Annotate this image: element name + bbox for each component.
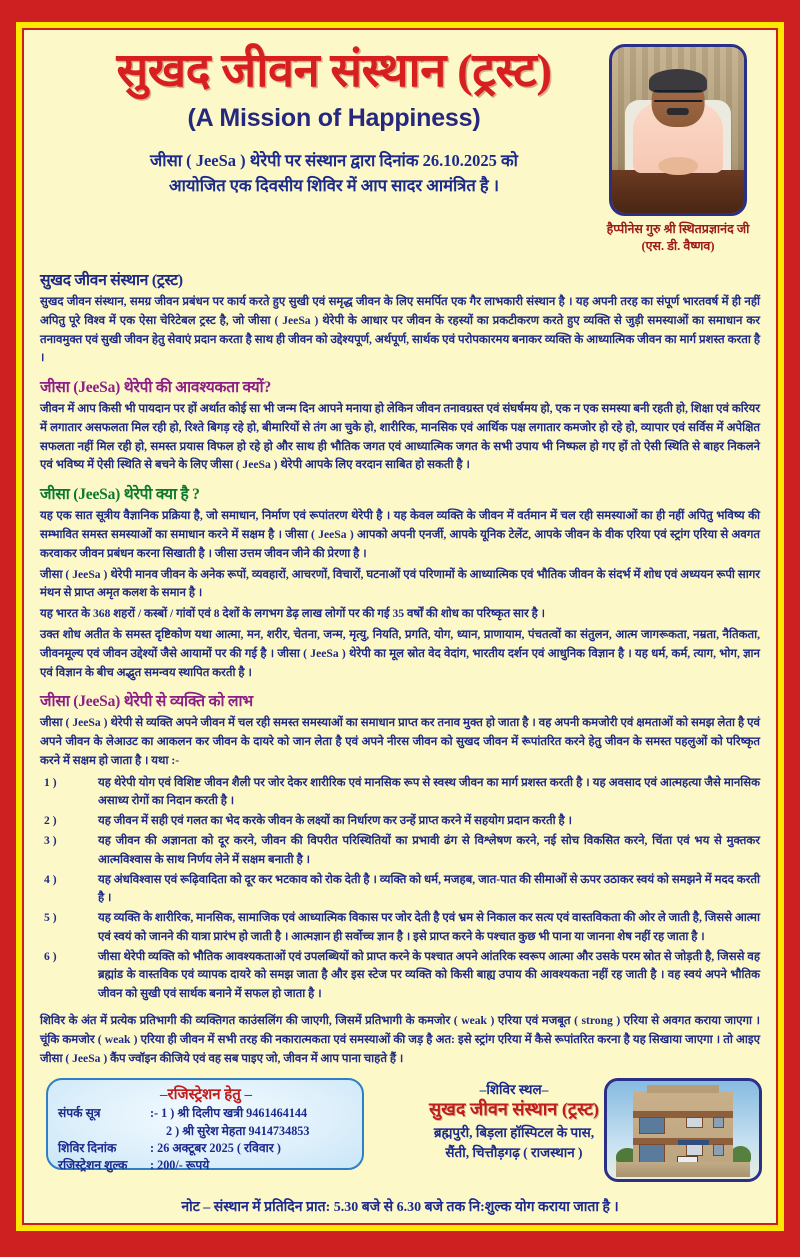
section-body-what-3: यह भारत के 368 शहरों / कस्बों / गांवों एवं 8 देशों के लगभग डेढ़ लाख लोगों पर की गई 35 वर्षों की शोध का परिष्कृत सार है । bbox=[40, 607, 546, 621]
list-item-text: यह व्यक्ति के शारीरिक, मानसिक, सामाजिक एवं आध्यात्मिक विकास पर जोर देती है एवं भ्रम से निकाल कर सत्य एवं वास्तविकता की ओर ले जाती है, जिससे आत्मा एवं स्वयं को जानने की यात्रा प्रारंभ हो जाती है । आत्मज्ञान ही सर्वोच्च ज्ञान है । इसे प्राप्त करने के पश्चात कुछ भी पाना या जानना शेष नहीं रह जाता है । bbox=[98, 911, 760, 943]
section-body-about: सुखद जीवन संस्थान, समग्र जीवन प्रबंधन पर कार्य करते हुए सुखी एवं समृद्ध जीवन के लिए समर्पित एक गैर लाभकारी संस्थान है । यह अपनी तरह का संपूर्ण भारतवर्ष में ही नहीं अपितु पूरे विश्व में एक ऐसा चेरिटेबल ट्रस्ट है, जो जीसा ( JeeSa ) थेरेपी के आधार पर जीवन के रहस्यों का प्रकटीकरण करते हुए व्यक्ति से जुड़ी समस्याओं का समाधान कर तनावमुक्त एवं सुखी जीवन हेतु सेवाएं प्रदान करता है साथ ही जीवन को उद्देश्यपूर्ण, अर्थपूर्ण, सार्थक एवं परोपकारमय बनाकर व्यक्ति के आध्यात्मिक जीवन का मार्ग प्रशस्त करता है । bbox=[40, 295, 760, 365]
header-text-block bbox=[34, 36, 634, 199]
invitation-line-1: जीसा ( JeeSa ) थेरेपी पर संस्थान द्वारा दिनांक 26.10.2025 को bbox=[150, 150, 518, 170]
list-item bbox=[40, 909, 760, 947]
contact-row-2 bbox=[58, 1123, 354, 1140]
section-body-what-2: जीसा ( JeeSa ) थेरेपी मानव जीवन के अनेक रूपों, व्यवहारों, आचरणों, विचारों, घटनाओं एवं परिणामों के आध्यात्मिक एवं भौतिक जीवन के संदर्भ में शोध एवं अध्ययन रूपी सागर मंथन से प्राप्त अमृत कलश के समान है । bbox=[40, 567, 760, 600]
section-heading-benefits: जीसा (JeeSa) थेरेपी से व्यक्ति को लाभ bbox=[40, 693, 253, 711]
venue-address-line-2: सैंती, चित्तौड़गढ़ ( राजस्थान ) bbox=[445, 1144, 583, 1160]
camp-date-row bbox=[58, 1140, 354, 1157]
venue-kicker: –शिविर स्थल– bbox=[479, 1082, 549, 1098]
fee-label: रजिस्ट्रेशन शुल्क bbox=[58, 1158, 128, 1173]
building-boundary-wall bbox=[616, 1162, 750, 1178]
contact-value-2: 2 ) श्री सुरेश मेहता 9414734853 bbox=[166, 1123, 310, 1138]
contact-label: संपर्क सूत्र bbox=[58, 1106, 101, 1121]
list-item-number: 6 ) bbox=[44, 949, 57, 963]
list-item-text: जीसा थेरेपी व्यक्ति को भौतिक आवश्यकताओं एवं उपलब्धियों को प्राप्त करने के पश्चात अपने आंतरिक स्वरूप आत्मा और उसके परम स्रोत से जोड़ती है, जिससे वह ब्रह्मांड के वास्तविक एवं व्यापक दायरे को समझ जाता है और इस स्टेज पर व्यक्ति को किसी बाह्य उपाय की आवश्यकता नहीं रह जाती है । वह स्वयं अपने भौतिक जीवन को सुखी एवं सार्थक बनाने में सफल हो जाता है । bbox=[98, 949, 760, 1001]
poster-body bbox=[34, 268, 766, 1068]
benefits-list bbox=[40, 774, 760, 1004]
poster-yellow-band bbox=[16, 22, 784, 1231]
org-tagline: (A Mission of Happiness) bbox=[187, 103, 481, 132]
list-item-number: 1 ) bbox=[44, 775, 57, 789]
list-item-text: यह जीवन की अज्ञानता को दूर करने, जीवन की विपरीत परिस्थितियों का प्रभावी ढंग से विश्लेषण करने, नई सोच विकसित करने, चिंता एवं भय से मुक्तकर आत्मविश्वास के साथ निर्णय लेने में सक्षम बनाती है । bbox=[98, 833, 760, 866]
section-body-benefits-intro: जीसा ( JeeSa ) थेरेपी से व्यक्ति अपने जीवन में चल रही समस्त समस्याओं का समाधान प्राप्त कर तनाव मुक्त हो जाता है । वह अपनी कमजोरी एवं क्षमताओं को समझ लेता है एवं अपने जीवन के लेआउट का आकलन कर जीवन के दायरे को जान लेता है एवं अपने नीरस जीवन को सुखद जीवन में रूपांतरित करने हेतु जीवन के समस्त पहलुओं को परिष्कृत करने में सक्षम हो जाता है । यथा :- bbox=[40, 716, 760, 767]
contact-row-1 bbox=[58, 1105, 354, 1122]
building-window bbox=[639, 1117, 665, 1135]
list-item bbox=[40, 832, 760, 870]
guru-portrait-photo bbox=[609, 44, 747, 216]
venue-name: सुखद जीवन संस्थान (ट्रस्ट) bbox=[428, 1099, 600, 1120]
registration-box bbox=[46, 1078, 364, 1173]
building-window bbox=[639, 1144, 665, 1164]
list-item bbox=[40, 871, 760, 909]
camp-date-label: शिविर दिनांक bbox=[58, 1141, 117, 1155]
list-item bbox=[40, 812, 760, 831]
list-item-text: यह थेरेपी योग एवं विशिष्ट जीवन शैली पर जोर देकर शारीरिक एवं मानसिक रूप से स्वस्थ जीवन का मार्ग प्रशस्त करती है । यह अवसाद एवं आत्महत्या जैसे मानसिक असाध्य रोगों का निदान करती है । bbox=[98, 775, 760, 808]
contact-label-spacer bbox=[58, 1123, 150, 1140]
list-item-number: 3 ) bbox=[44, 833, 57, 847]
portrait-desk bbox=[612, 170, 744, 213]
building-signboard bbox=[678, 1140, 708, 1145]
camp-date-value: : 26 अक्टूबर 2025 ( रविवार ) bbox=[150, 1141, 281, 1155]
list-item-text: यह अंधविश्वास एवं रूढ़िवादिता को दूर कर भटकाव को रोक देती है । व्यक्ति को धर्म, मजहब, जात-पात की सीमाओं से ऊपर उठाकर स्वयं को समझने में मदद करती है । bbox=[98, 872, 760, 905]
poster-header bbox=[34, 36, 766, 261]
portrait-hands bbox=[658, 157, 698, 175]
poster-content-area bbox=[24, 30, 776, 1223]
section-body-what-4: उक्त शोध अतीत के समस्त दृष्टिकोण यथा आत्मा, मन, शरीर, चेतना, जन्म, मृत्यु, नियति, प्रगति, योग, ध्यान, प्राणायाम, पंचतत्वों का संतुलन, आत्म जागरूकता, नम्रता, नैतिकता, जीवनमूल्य एवं जीवन उद्देश्यों जैसे आयामों पर की गई है । जीसा ( JeeSa ) थेरेपी का मूल स्रोत वेद वेदांग, भारतीय दर्शन एवं आधुनिक विज्ञान है । यह धर्म, कर्म, त्याग, भोग, ज्ञान एवं विज्ञान के बीच अद्भुत समन्वय स्थापित करती है । bbox=[40, 627, 760, 679]
building-window bbox=[686, 1117, 703, 1129]
portrait-moustache bbox=[667, 108, 689, 115]
building-roof bbox=[647, 1085, 720, 1093]
guru-block bbox=[592, 44, 764, 255]
section-heading-what: जीसा (JeeSa) थेरेपी क्या है ? bbox=[40, 486, 200, 504]
poster-footer bbox=[34, 1078, 766, 1190]
section-heading-why: जीसा (JeeSa) थेरेपी की आवश्यकता क्यों? bbox=[40, 379, 272, 397]
list-item-text: यह जीवन में सही एवं गलत का भेद करके जीवन के लक्ष्यों का निर्धारण कर उन्हें प्राप्त करने में सहयोग प्रदान करती है । bbox=[98, 814, 572, 828]
list-item bbox=[40, 774, 760, 812]
footer-note: नोट – संस्थान में प्रतिदिन प्रात: 5.30 बजे से 6.30 बजे तक नि:शुल्क योग कराया जाता है । bbox=[181, 1200, 619, 1216]
building-window bbox=[713, 1117, 724, 1129]
section-heading-about: सुखद जीवन संस्थान (ट्रस्ट) bbox=[40, 272, 183, 289]
contact-value-1: :- 1 ) श्री दिलीप खत्री 9461464144 bbox=[150, 1106, 308, 1121]
list-item-number: 4 ) bbox=[44, 872, 57, 886]
fee-row bbox=[58, 1157, 354, 1174]
fee-value: : 200/- रूपये bbox=[150, 1158, 210, 1173]
list-item-number: 2 ) bbox=[44, 814, 57, 828]
section-body-why: जीवन में आप किसी भी पायदान पर हों अर्थात कोई सा भी जन्म दिन आपने मनाया हो लेकिन जीवन तनावग्रस्त एवं संघर्षमय हो, एक न एक समस्या बनी रहती हो, शिक्षा एवं करियर में लगातार असफलता मिल रही हो, रिश्ते बिगड़ रहे हो, बीमारियों से तंग आ चुके हो, शारीरिक, मानसिक एवं आर्थिक पक्ष लगातार कमजोर हो रहे हो, व्यापार एवं सर्विस में अपेक्षित सफलता नहीं मिल रही हो, समस्त प्रयास विफल हो रहे हो और साथ ही भौतिक जगत एवं आध्यात्मिक जगत के सभी उपाय भी निष्फल हो गए हों तो ऐसी स्थिति से बाहर निकलने एवं भविष्य में ऐसी स्थिति से बचने के लिए जीसा ( JeeSa ) थेरेपी आपके लिए वरदान साबित हो सकती है । bbox=[40, 402, 760, 472]
invitation-line-2: आयोजित एक दिवसीय शिविर में आप सादर आमंत्रित है । bbox=[168, 176, 500, 196]
list-item bbox=[40, 948, 760, 1004]
guru-caption-line-2: (एस. डी. वैष्णव) bbox=[641, 238, 715, 253]
glasses-icon bbox=[654, 90, 702, 102]
venue-address-line-1: ब्रह्मपुरी, बिड़ला हॉस्पिटल के पास, bbox=[433, 1124, 595, 1140]
registration-title: –रजिस्ट्रेशन हेतु – bbox=[159, 1087, 253, 1104]
poster-red-hairline bbox=[22, 28, 778, 1225]
venue-building-photo bbox=[604, 1078, 762, 1182]
page-title: सुखद जीवन संस्थान (ट्रस्ट) bbox=[116, 45, 552, 97]
building-window bbox=[686, 1144, 703, 1156]
guru-caption-line-1: हैप्पीनेस गुरु श्री स्थितप्रज्ञानंद जी bbox=[606, 222, 750, 236]
section-body-what-1: यह एक सात सूत्रीय वैज्ञानिक प्रक्रिया है, जो समाधान, निर्माण एवं रूपांतरण थेरेपी है । यह केवल व्यक्ति के जीवन में वर्तमान में चल रही समस्याओं का ही नहीं अपितु भविष्य की सम्भावित समस्त समस्याओं का समाधान करने में सक्षम है । जीसा ( JeeSa ) आपको अपनी एनर्जी, आपके यूनिक टेलेंट, आपके जीवन के वीक एरिया एवं स्ट्रांग एरिया से अवगत करवाकर जीवन प्रबंधन करना सिखाती है । जीसा उत्तम जीवन जीने की प्रेरणा है । bbox=[40, 509, 760, 560]
list-item-number: 5 ) bbox=[44, 911, 57, 925]
closing-paragraph: शिविर के अंत में प्रत्येक प्रतिभागी की व्यक्तिगत काउंसलिंग की जाएगी, जिसमें प्रतिभागी के कमजोर ( weak ) एरिया एवं मजबूत ( strong ) एरिया से अवगत कराया जाएगा । चूंकि कमजोर ( weak ) एरिया ही जीवन में सभी तरह की नकारात्मकता एवं समस्याओं की जड़ है अत: इसे स्ट्रांग एरिया में कैसे रूपांतरित करना है यह सिखाया जाएगा । तो आइए जीसा ( JeeSa ) कैंप ज्वॉइन कीजिये एवं वह सब पाइए जो, जीवन में आप पाना चाहते हैं । bbox=[40, 1014, 760, 1065]
building-window bbox=[713, 1144, 724, 1156]
